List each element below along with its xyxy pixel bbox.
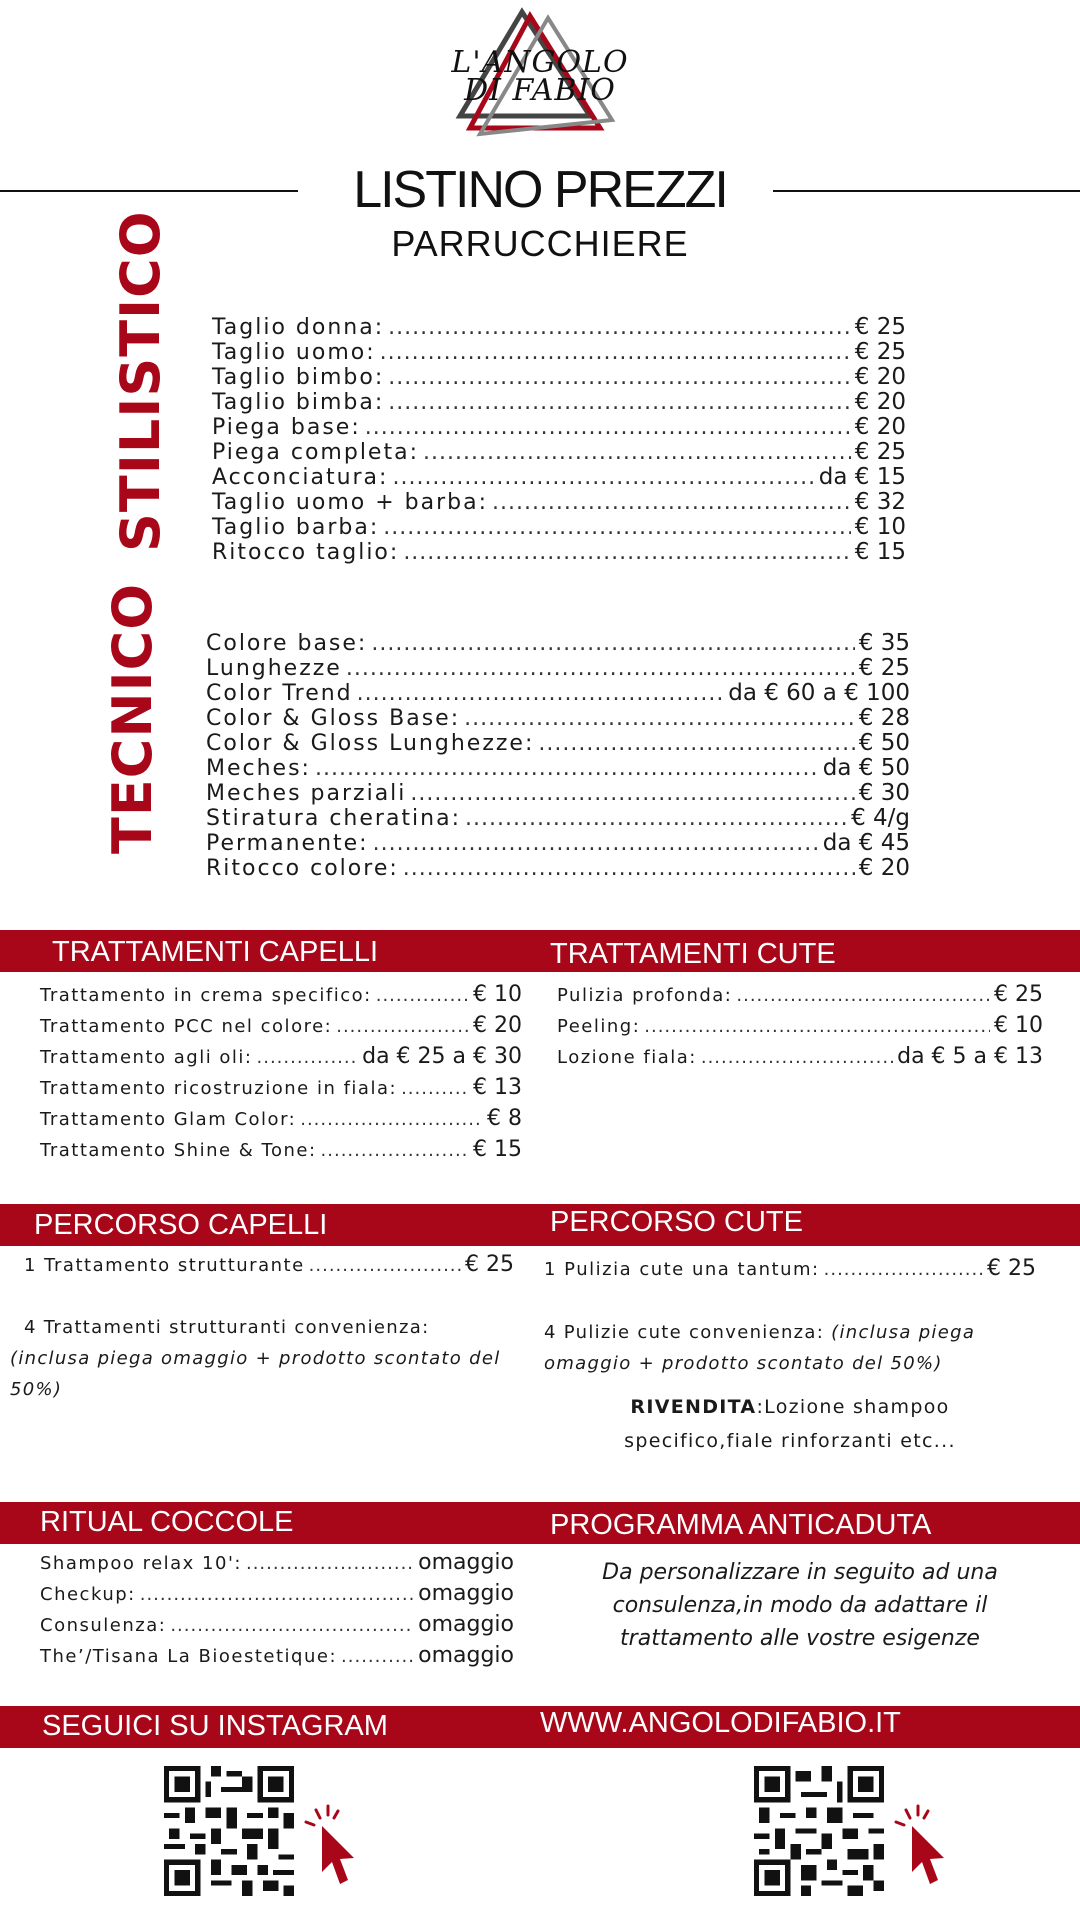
leader-dots: [464, 706, 855, 731]
price-row: [557, 1044, 1043, 1075]
leader-dots: [376, 985, 469, 1006]
price-row: [40, 1013, 522, 1044]
logo-line-1: L'ANGOLO: [451, 45, 629, 80]
price-row: [206, 855, 910, 880]
service-price: € 30: [858, 780, 910, 806]
price-row: [557, 1013, 1043, 1044]
stilistico-label: STILISTICO: [109, 210, 172, 552]
service-price: € 20: [854, 389, 906, 415]
service-price: € 4/g: [851, 805, 910, 831]
leader-dots: [403, 856, 855, 881]
service-price: € 25: [854, 339, 906, 365]
service-price: omaggio: [418, 1581, 514, 1606]
leader-dots: [388, 390, 850, 415]
percorso-cute-item-1: [544, 1256, 1036, 1281]
service-name: Taglio bimba:: [212, 390, 385, 415]
pointer-click-icon: [892, 1802, 952, 1892]
service-price: € 20: [854, 414, 906, 440]
service-name: Pulizia profonda:: [557, 985, 733, 1006]
service-name: Consulenza:: [40, 1615, 167, 1636]
leader-dots: [346, 656, 855, 681]
service-price: € 15: [854, 539, 906, 565]
service-name: Permanente:: [206, 831, 369, 856]
service-name: Piega base:: [212, 415, 361, 440]
service-price: da € 45: [822, 830, 910, 856]
percorso-cute-item-1-price: € 25: [987, 1256, 1036, 1281]
service-price: omaggio: [418, 1643, 514, 1668]
ritual-coccole-list: [40, 1550, 514, 1674]
logo: [430, 4, 650, 144]
price-row: [212, 439, 906, 464]
service-price: € 8: [487, 1106, 522, 1131]
percorso-capelli-item-2-note: (inclusa piega omaggio + prodotto scontato del 50%): [10, 1348, 501, 1400]
service-name: Trattamento Glam Color:: [40, 1109, 297, 1130]
service-price: € 13: [473, 1075, 522, 1100]
leader-dots: [357, 681, 725, 706]
price-row: [212, 339, 906, 364]
percorso-capelli-title: PERCORSO CAPELLI: [34, 1209, 328, 1241]
service-price: da € 25 a € 30: [362, 1044, 522, 1069]
price-row: [40, 1581, 514, 1612]
service-name: Ritocco taglio:: [212, 540, 400, 565]
price-row: [40, 1106, 522, 1137]
service-name: Trattamento agli oli:: [40, 1047, 253, 1068]
service-price: € 35: [858, 630, 910, 656]
service-price: € 25: [994, 982, 1043, 1007]
service-name: Trattamento in crema specifico:: [40, 985, 372, 1006]
price-row: [40, 982, 522, 1013]
trattamenti-capelli-title: TRATTAMENTI CAPELLI: [52, 936, 379, 968]
price-row: [40, 1075, 522, 1106]
leader-dots: [309, 1255, 461, 1276]
leader-dots: [403, 540, 850, 565]
service-name: Trattamento ricostruzione in fiala:: [40, 1078, 398, 1099]
tecnico-price-list: [206, 630, 910, 880]
price-row: [206, 680, 910, 705]
service-name: Acconciatura:: [212, 465, 389, 490]
leader-dots: [371, 631, 854, 656]
service-price: € 25: [858, 655, 910, 681]
service-price: € 25: [854, 314, 906, 340]
price-row: [206, 655, 910, 680]
service-name: Color & Gloss Lunghezze:: [206, 731, 535, 756]
price-row: [212, 314, 906, 339]
trattamenti-capelli-list: [40, 982, 522, 1168]
service-price: € 32: [854, 489, 906, 515]
service-name: Lozione fiala:: [557, 1047, 697, 1068]
leader-dots: [388, 315, 851, 340]
leader-dots: [644, 1016, 990, 1037]
service-name: Piega completa:: [212, 440, 419, 465]
percorso-cute-item-2: [544, 1317, 1044, 1379]
title-rule-right: [773, 190, 1080, 192]
service-price: omaggio: [418, 1612, 514, 1637]
stilistico-price-list: [212, 314, 906, 564]
leader-dots: [388, 365, 851, 390]
price-row: [206, 630, 910, 655]
leader-dots: [701, 1047, 893, 1068]
service-name: Taglio bimbo:: [212, 365, 385, 390]
price-row: [212, 514, 906, 539]
service-price: € 50: [858, 730, 910, 756]
leader-dots: [321, 1140, 469, 1161]
leader-dots: [336, 1016, 469, 1037]
service-name: Ritocco colore:: [206, 856, 399, 881]
price-row: [557, 982, 1043, 1013]
service-name: Taglio donna:: [212, 315, 385, 340]
pointer-click-icon: [302, 1802, 362, 1892]
service-price: € 28: [858, 705, 910, 731]
percorso-capelli-item-2: [10, 1312, 530, 1405]
service-name: Color & Gloss Base:: [206, 706, 461, 731]
price-row: [206, 780, 910, 805]
service-name: The’/Tisana La Bioestetique:: [40, 1646, 338, 1667]
page-title: LISTINO PREZZI: [353, 161, 727, 219]
percorso-capelli-item-1-name: 1 Trattamento strutturante: [24, 1255, 305, 1276]
leader-dots: [341, 1646, 414, 1667]
service-name: Trattamento Shine & Tone:: [40, 1140, 317, 1161]
service-price: € 10: [473, 982, 522, 1007]
percorso-capelli-item-1-price: € 25: [465, 1252, 514, 1277]
price-row: [212, 489, 906, 514]
percorso-capelli-item-2-name: 4 Trattamenti strutturanti convenienza:: [24, 1317, 430, 1338]
price-row: [40, 1643, 514, 1674]
service-price: da € 5 a € 13: [897, 1044, 1043, 1069]
service-price: € 20: [473, 1013, 522, 1038]
price-row: [206, 705, 910, 730]
trattamenti-cute-title: TRATTAMENTI CUTE: [550, 938, 836, 970]
leader-dots: [365, 415, 851, 440]
service-name: Stiratura cheratina:: [206, 806, 461, 831]
leader-dots: [538, 731, 854, 756]
service-name: Checkup:: [40, 1584, 136, 1605]
leader-dots: [315, 756, 819, 781]
ritual-coccole-title: RITUAL COCCOLE: [40, 1506, 294, 1538]
service-name: Peeling:: [557, 1016, 641, 1037]
price-row: [40, 1137, 522, 1168]
leader-dots: [383, 515, 851, 540]
service-price: omaggio: [418, 1550, 514, 1575]
tecnico-label: TECNICO: [101, 582, 164, 854]
price-row: [206, 730, 910, 755]
leader-dots: [401, 1078, 469, 1099]
service-price: € 25: [854, 439, 906, 465]
leader-dots: [465, 806, 847, 831]
service-price: € 10: [854, 514, 906, 540]
price-row: [206, 830, 910, 855]
price-row: [206, 805, 910, 830]
website-link[interactable]: WWW.ANGOLODIFABIO.IT: [540, 1707, 901, 1739]
leader-dots: [423, 440, 851, 465]
price-row: [40, 1550, 514, 1581]
instagram-qr-code-icon[interactable]: [164, 1766, 294, 1896]
price-row: [212, 364, 906, 389]
logo-line-2: DI FABIO: [464, 73, 616, 108]
price-row: [212, 539, 906, 564]
page-subtitle: PARRUCCHIERE: [391, 223, 689, 264]
service-name: Taglio uomo + barba:: [212, 490, 488, 515]
service-price: da € 50: [822, 755, 910, 781]
service-price: € 10: [994, 1013, 1043, 1038]
leader-dots: [300, 1109, 483, 1130]
rivendita-label: RIVENDITA: [630, 1396, 757, 1418]
leader-dots: [392, 465, 814, 490]
leader-dots: [736, 985, 990, 1006]
price-row: [212, 414, 906, 439]
price-row: [212, 389, 906, 414]
service-name: Taglio barba:: [212, 515, 380, 540]
website-qr-code-icon[interactable]: [754, 1766, 884, 1896]
leader-dots: [140, 1584, 414, 1605]
percorso-cute-title: PERCORSO CUTE: [550, 1206, 803, 1238]
percorso-cute-item-2-name: 4 Pulizie cute convenienza:: [544, 1322, 825, 1343]
price-row: [212, 464, 906, 489]
percorso-cute-item-2-note: (inclusa piega omaggio + prodotto scontato del 50%): [544, 1322, 976, 1374]
leader-dots: [410, 781, 854, 806]
service-name: Color Trend: [206, 681, 353, 706]
price-row: [40, 1612, 514, 1643]
percorso-cute-item-1-name: 1 Pulizia cute una tantum:: [544, 1259, 820, 1280]
programma-anticaduta-title: PROGRAMMA ANTICADUTA: [550, 1509, 932, 1541]
trattamenti-cute-list: [557, 982, 1043, 1075]
service-price: € 20: [858, 855, 910, 881]
leader-dots: [257, 1047, 359, 1068]
leader-dots: [824, 1259, 983, 1280]
price-row: [206, 755, 910, 780]
title-rule-left: [0, 190, 298, 192]
leader-dots: [373, 831, 819, 856]
leader-dots: [170, 1615, 414, 1636]
service-name: Taglio uomo:: [212, 340, 376, 365]
leader-dots: [492, 490, 851, 515]
service-name: Shampoo relax 10':: [40, 1553, 242, 1574]
rivendita-note: [590, 1390, 990, 1458]
service-name: Colore base:: [206, 631, 368, 656]
service-name: Meches:: [206, 756, 311, 781]
service-price: da € 15: [818, 464, 906, 490]
service-price: € 15: [473, 1137, 522, 1162]
percorso-capelli-item-1: [24, 1252, 514, 1277]
rivendita-text: :Lozione shampoo specifico,fiale rinforzanti etc...: [624, 1396, 956, 1452]
instagram-label[interactable]: SEGUICI SU INSTAGRAM: [42, 1710, 388, 1742]
leader-dots: [246, 1553, 414, 1574]
service-name: Meches parziali: [206, 781, 407, 806]
service-name: Lunghezze: [206, 656, 342, 681]
service-price: da € 60 a € 100: [728, 680, 910, 706]
price-row: [40, 1044, 522, 1075]
service-price: € 20: [854, 364, 906, 390]
leader-dots: [380, 340, 851, 365]
programma-anticaduta-text: Da personalizzare in seguito ad una consulenza,in modo da adattare il trattamento alle vostre esigenze: [602, 1560, 998, 1651]
service-name: Trattamento PCC nel colore:: [40, 1016, 333, 1037]
